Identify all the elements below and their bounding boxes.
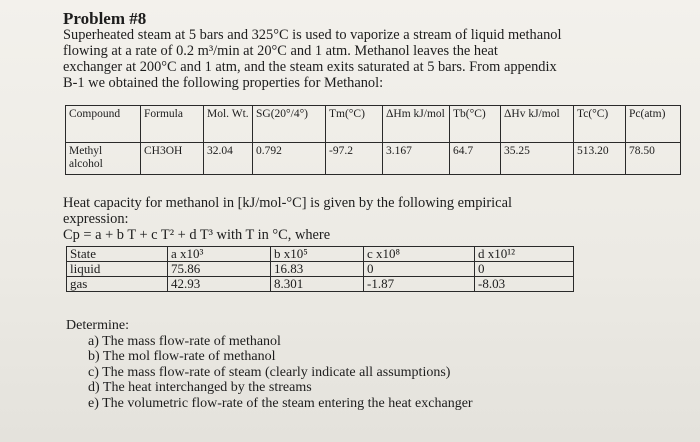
table-cell: 0.792 bbox=[253, 143, 326, 175]
table-row bbox=[67, 262, 574, 277]
table-cell: 32.04 bbox=[204, 143, 253, 175]
heat-capacity-table bbox=[66, 246, 574, 292]
heat-capacity-equation: Cp = a + b T + c T² + d T³ with T in °C, where bbox=[63, 227, 331, 243]
header-cell: Tc(°C) bbox=[574, 106, 626, 143]
question-item: b) The mol flow-rate of methanol bbox=[88, 349, 276, 364]
table-cell: liquid bbox=[67, 262, 168, 277]
header-cell: Formula bbox=[141, 106, 204, 143]
table-cell: CH3OH bbox=[141, 143, 204, 175]
header-cell: Pc(atm) bbox=[626, 106, 681, 143]
methanol-properties-table bbox=[65, 105, 681, 175]
header-cell: b x10⁵ bbox=[271, 247, 364, 262]
statement-line: exchanger at 200°C and 1 atm, and the steam exits saturated at 5 bars. From appendix bbox=[63, 59, 557, 75]
table-cell: 35.25 bbox=[501, 143, 574, 175]
header-cell: State bbox=[67, 247, 168, 262]
question-item: e) The volumetric flow-rate of the steam entering the heat exchanger bbox=[88, 395, 473, 411]
table-row bbox=[67, 277, 574, 292]
table-cell: 8.301 bbox=[271, 277, 364, 292]
table-cell: 0 bbox=[475, 262, 574, 277]
table-cell: -8.03 bbox=[475, 277, 574, 292]
problem-title: Problem #8 bbox=[63, 9, 147, 28]
table-cell: 16.83 bbox=[271, 262, 364, 277]
table-row bbox=[66, 143, 681, 175]
table-cell: 513.20 bbox=[574, 143, 626, 175]
table-cell: 42.93 bbox=[168, 277, 271, 292]
header-cell: SG(20°/4°) bbox=[253, 106, 326, 143]
header-cell: Mol. Wt. bbox=[204, 106, 253, 143]
statement-line: Superheated steam at 5 bars and 325°C is used to vaporize a stream of liquid methanol bbox=[63, 27, 562, 43]
question-item: c) The mass flow-rate of steam (clearly indicate all assumptions) bbox=[88, 364, 451, 380]
header-cell: d x10¹² bbox=[475, 247, 574, 262]
heat-capacity-line: Heat capacity for methanol in [kJ/mol-°C] is given by the following empirical bbox=[63, 195, 512, 211]
heat-capacity-line: expression: bbox=[63, 211, 129, 227]
table-cell: 78.50 bbox=[626, 143, 681, 175]
table-cell: -1.87 bbox=[364, 277, 475, 292]
determine-section bbox=[66, 318, 473, 411]
table-header-row bbox=[66, 106, 681, 143]
statement-line: B-1 we obtained the following properties for Methanol: bbox=[63, 75, 384, 91]
header-cell: Compound bbox=[66, 106, 141, 143]
table-header-row bbox=[67, 247, 574, 262]
table-cell: Methyl alcohol bbox=[66, 143, 141, 175]
table-cell: 64.7 bbox=[450, 143, 501, 175]
question-item: a) The mass flow-rate of methanol bbox=[88, 333, 281, 349]
table-cell: 3.167 bbox=[383, 143, 450, 175]
problem-statement bbox=[63, 27, 623, 91]
header-cell: Tm(°C) bbox=[326, 106, 383, 143]
header-cell: Tb(°C) bbox=[450, 106, 501, 143]
header-cell: ΔHm kJ/mol bbox=[383, 106, 450, 143]
header-cell: c x10⁸ bbox=[364, 247, 475, 262]
determine-label: Determine: bbox=[66, 318, 129, 333]
table-cell: gas bbox=[67, 277, 168, 292]
table-cell: -97.2 bbox=[326, 143, 383, 175]
table-cell: 0 bbox=[364, 262, 475, 277]
header-cell: a x10³ bbox=[168, 247, 271, 262]
table-cell: 75.86 bbox=[168, 262, 271, 277]
heat-capacity-intro bbox=[63, 195, 623, 243]
question-item: d) The heat interchanged by the streams bbox=[88, 380, 312, 395]
statement-line: flowing at a rate of 0.2 m³/min at 20°C and 1 atm. Methanol leaves the heat bbox=[63, 43, 498, 59]
header-cell: ΔHv kJ/mol bbox=[501, 106, 574, 143]
